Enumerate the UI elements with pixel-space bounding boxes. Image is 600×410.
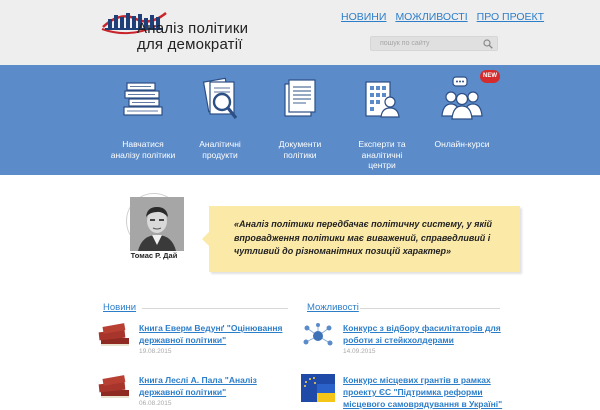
search-input[interactable]: [371, 37, 481, 50]
author-name: Томас Р. Дай: [130, 251, 178, 260]
category-experts-label-1: Експерти та: [358, 139, 406, 149]
nav-opportunities-link[interactable]: МОЖЛИВОСТІ: [395, 11, 468, 23]
category-learn-label-1: Навчатися: [122, 139, 164, 149]
news-item-title[interactable]: Книга Еверм Ведунґ "Оцінювання державної політики": [139, 323, 283, 345]
top-nav: [341, 11, 544, 23]
search-icon[interactable]: [483, 39, 493, 49]
category-online-courses[interactable]: [422, 72, 502, 150]
opportunity-item-date: 14.09.2015: [343, 348, 376, 355]
category-analytics-label-1: Аналітичні: [199, 139, 241, 149]
news-item-date: 19.08.2015: [139, 348, 172, 355]
category-documents-label-2: політики: [283, 149, 317, 160]
category-experts-label-2: аналітичні: [361, 149, 403, 160]
eu-ukraine-flags-icon[interactable]: [301, 374, 335, 402]
author-portrait-icon: [130, 197, 184, 251]
opportunities-heading[interactable]: Можливості: [307, 302, 359, 313]
news-item-date: 06.08.2015: [139, 400, 172, 407]
opportunity-item-title[interactable]: Конкурс місцевих грантів в рамках проекту ЄС "Підтримка реформи місцевого самоврядування в Україні": [343, 375, 503, 409]
category-documents[interactable]: [260, 72, 340, 160]
documents-icon: [272, 72, 328, 128]
network-thumbnail-icon[interactable]: [301, 322, 335, 350]
author-avatar: [127, 194, 181, 248]
category-analytics-label-2: продукти: [202, 149, 238, 160]
site-title-line1: Аналіз політики: [137, 20, 249, 37]
category-learn[interactable]: [103, 72, 183, 160]
news-divider: [142, 308, 288, 309]
book-thumbnail-icon[interactable]: [97, 322, 131, 350]
category-online-courses-label: Онлайн-курси: [434, 139, 490, 149]
site-title-line2: для демократії: [137, 36, 243, 53]
category-learn-label-2: аналізу політики: [110, 149, 176, 160]
building-person-icon: [354, 72, 410, 128]
books-stack-icon: [115, 72, 171, 128]
quote-text: «Аналіз політики передбачає політичну систему, у якій впровадження політики має виважений, справедливий і чутливий до різноманітних позицій характер»: [234, 219, 493, 256]
quote-box: [209, 206, 520, 272]
nav-news-link[interactable]: НОВИНИ: [341, 11, 387, 23]
opportunity-item-title[interactable]: Конкурс з відбору фасилітаторів для роботи зі стейкхолдерами: [343, 323, 501, 345]
site-header: [0, 0, 600, 65]
category-experts-label-3: центри: [368, 160, 396, 170]
news-heading[interactable]: Новини: [103, 302, 137, 313]
category-analytics[interactable]: [180, 72, 260, 160]
site-title[interactable]: [137, 21, 248, 53]
news-item-title[interactable]: Книга Леслі А. Пала "Аналіз державної політики": [139, 375, 257, 397]
category-band: [0, 65, 600, 175]
opportunities-divider: [360, 308, 500, 309]
category-experts[interactable]: [342, 72, 422, 171]
search-box: [370, 36, 498, 51]
book-thumbnail-icon[interactable]: [97, 374, 131, 402]
magnifier-document-icon: [192, 72, 248, 128]
nav-about-link[interactable]: ПРО ПРОЕКТ: [476, 11, 545, 23]
category-documents-label-1: Документи: [278, 139, 322, 149]
new-badge: NEW: [480, 70, 500, 83]
